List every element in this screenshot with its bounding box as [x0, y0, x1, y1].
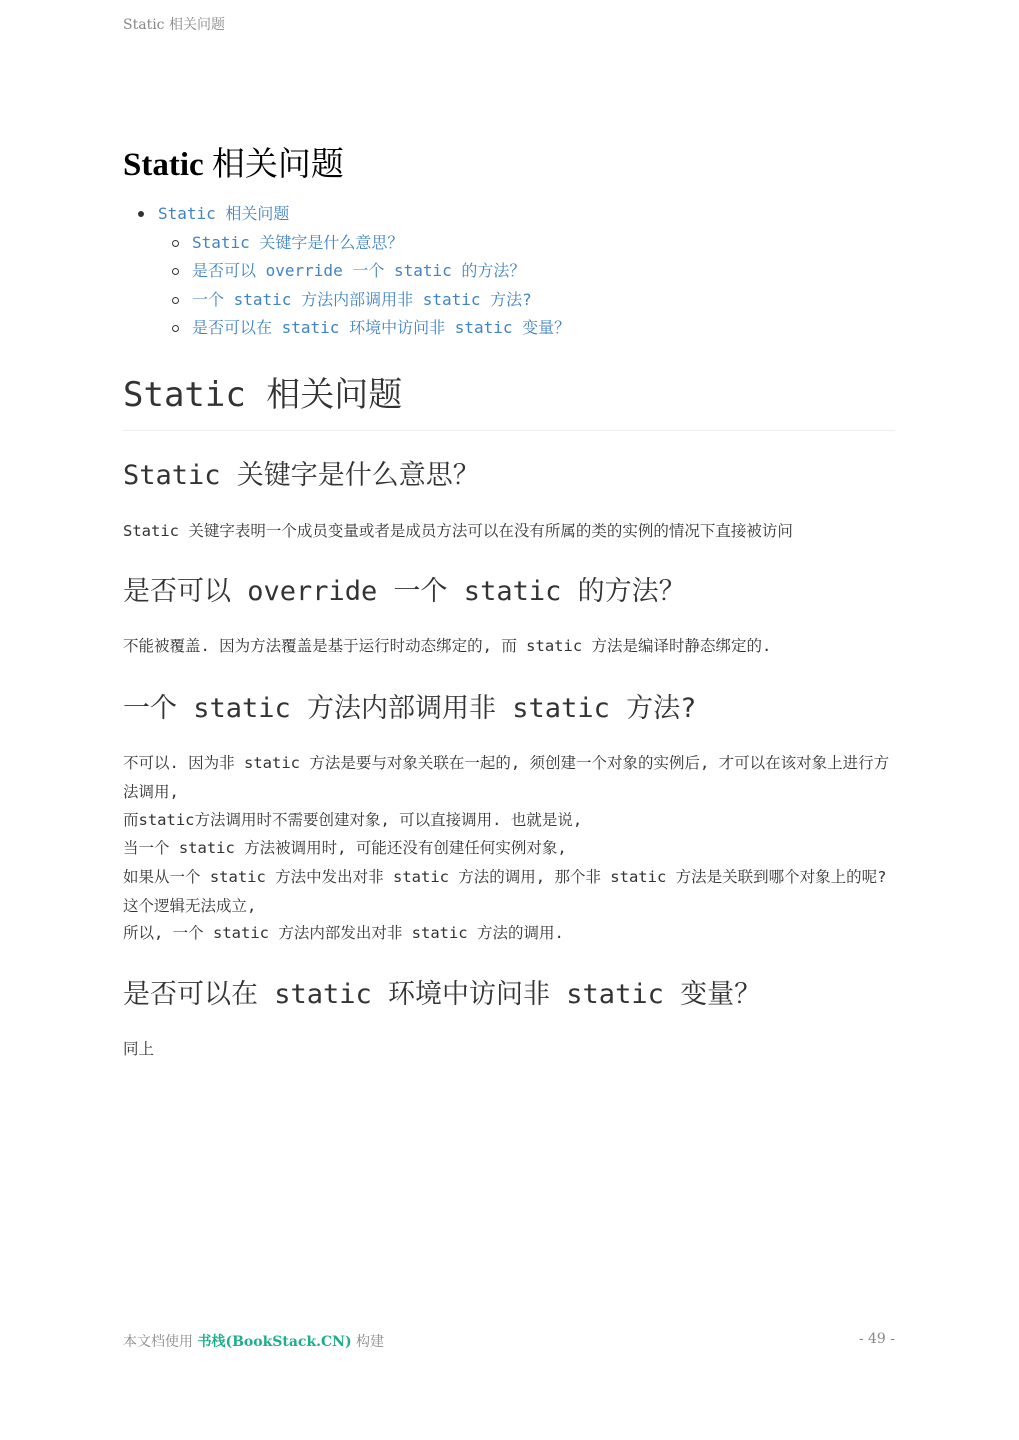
toc-link-static-meaning[interactable]: Static 关键字是什么意思？	[192, 232, 404, 252]
paragraph-static-call-4: 如果从一个 static 方法中发出对非 static 方法的调用, 那个非 static 方法是关联到哪个对象上的呢? 这个逻辑无法成立,	[123, 868, 887, 915]
running-header: Static 相关问题	[123, 17, 225, 33]
toc-link-override-static[interactable]: 是否可以 override 一个 static 的方法？	[192, 261, 526, 280]
toc-item-4	[123, 314, 570, 343]
paragraph-override-static: 不能被覆盖. 因为方法覆盖是基于运行时动态绑定的, 而 static 方法是编译时静态绑定的.	[123, 637, 772, 655]
heading-static-meaning: Static 关键字是什么意思？	[123, 460, 480, 491]
paragraph-static-access-variable: 同上	[123, 1040, 155, 1058]
toc-item-1	[123, 229, 570, 258]
page-title-cjk: 相关问题	[203, 147, 344, 183]
toc-link-root[interactable]: Static 相关问题	[158, 204, 290, 223]
section-heading-main: Static 相关问题	[123, 375, 403, 415]
heading-override-static: 是否可以 override 一个 static 的方法？	[123, 576, 686, 607]
toc-item-root	[123, 200, 570, 229]
toc-link-static-call-nonstatic[interactable]: 一个 static 方法内部调用非 static 方法?	[192, 289, 532, 309]
toc-item-2	[123, 257, 570, 286]
heading-static-access-variable: 是否可以在 static 环境中访问非 static 变量？	[123, 979, 762, 1010]
paragraph-static-meaning: Static 关键字表明一个成员变量或者是成员方法可以在没有所属的类的实例的情况下直接被访问	[123, 522, 793, 540]
toc-link-static-access-variable[interactable]: 是否可以在 static 环境中访问非 static 变量？	[192, 318, 571, 337]
paragraph-static-call-5: 所以, 一个 static 方法内部发出对非 static 方法的调用.	[123, 924, 564, 942]
paragraph-static-call-2: 而static方法调用时不需要创建对象, 可以直接调用. 也就是说,	[123, 811, 583, 829]
heading-divider	[123, 430, 895, 431]
page-title	[123, 138, 344, 185]
page-number: - 49 -	[858, 1331, 895, 1347]
heading-static-call-nonstatic: 一个 static 方法内部调用非 static 方法?	[123, 693, 697, 724]
page-title-latin: Static	[123, 147, 204, 183]
footer-credit	[123, 1331, 384, 1351]
footer-brand-link[interactable]: 书栈(BookStack.CN)	[197, 1334, 352, 1350]
footer-prefix: 本文档使用	[123, 1334, 198, 1350]
paragraph-static-call-3: 当一个 static 方法被调用时, 可能还没有创建任何实例对象,	[123, 839, 567, 857]
toc-item-3	[123, 286, 570, 315]
footer-suffix: 构建	[351, 1334, 385, 1350]
table-of-contents	[123, 200, 570, 343]
paragraph-static-call-1: 不可以. 因为非 static 方法是要与对象关联在一起的, 须创建一个对象的实例后, 才可以在该对象上进行方法调用,	[123, 754, 890, 801]
